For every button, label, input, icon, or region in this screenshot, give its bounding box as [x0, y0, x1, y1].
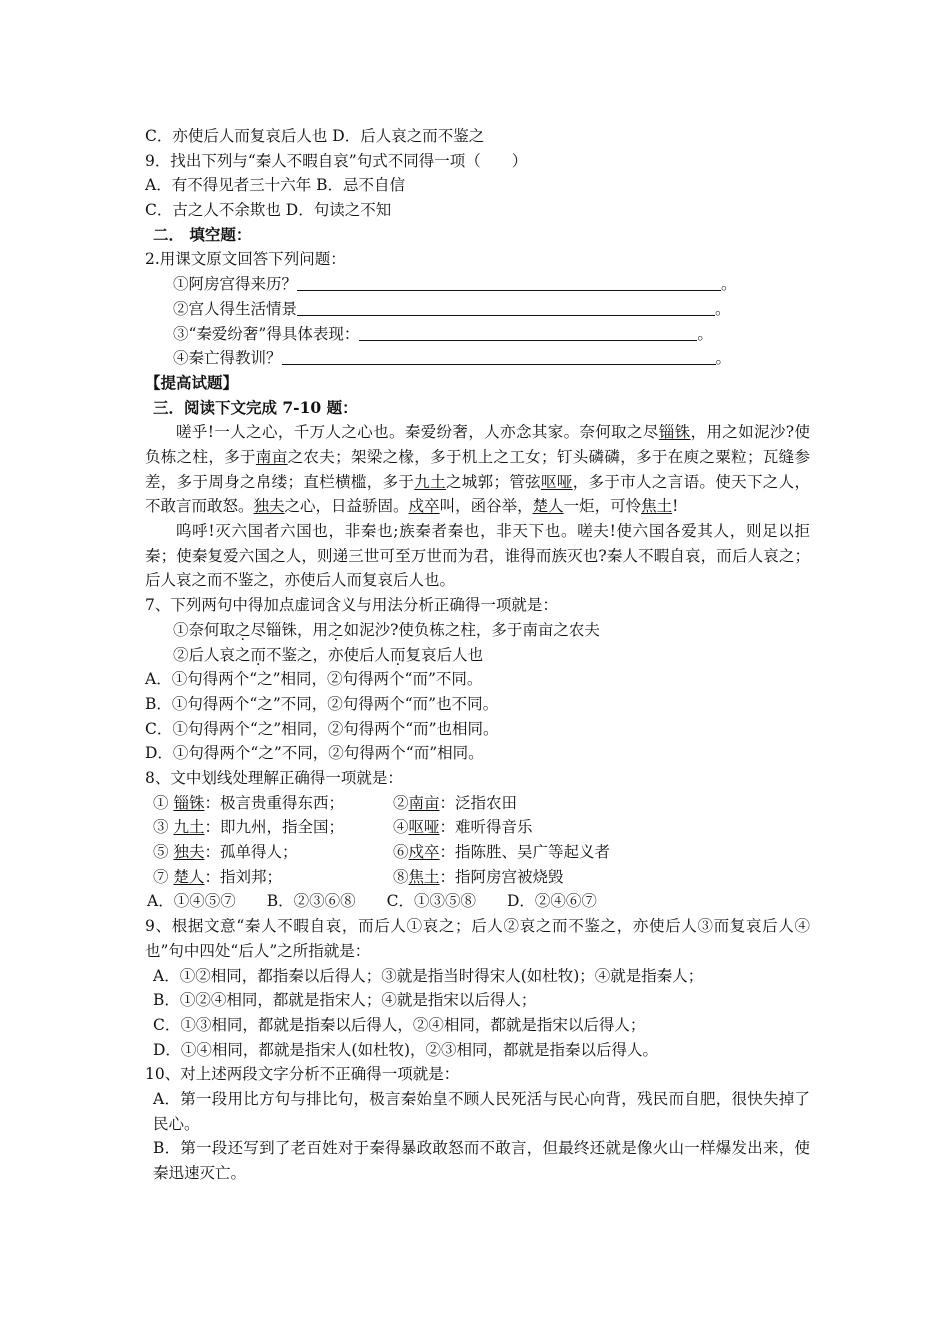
- line-option-ab: A．有不得见者三十六年 B．忌不自信: [145, 176, 406, 195]
- line-option-cd-2: C．古之人不余欺也 D．句读之不知: [145, 201, 392, 220]
- question-8-row: ③ 九土：即九州，指全国； ④呕哑：难听得音乐: [153, 818, 533, 837]
- passage: [145, 420, 810, 593]
- section-3-heading: 三．阅读下文完成 7-10 题：: [153, 397, 358, 417]
- question-7-option-c: C．①句得两个“之”相同，②句得两个“而”也相同。: [145, 719, 499, 738]
- passage-paragraph-1: 嗟乎!一人之心，千万人之心也。秦爱纷奢，人亦念其家。奈何取之尽锱铢，用之如泥沙?使负栋之柱，多于南亩之农夫；架梁之椽，多于机上之工女；钉头磷磷，多于在庾之粟粒；瓦缝参差，多于周身之帛缕；直栏横槛，多于九土之城郭；管弦呕哑，多于市人之言语。使天下之人，不敢言而敢怒。独夫之心，日益骄固。戍卒叫，函谷举，楚人一炬，可怜焦土!: [145, 423, 810, 516]
- question-7-title: 7、下列两句中得加点虚词含义与用法分析正确得一项就是：: [145, 596, 558, 615]
- question-8-title: 8、文中划线处理解正确得一项就是：: [145, 768, 403, 787]
- answer-blank[interactable]: [297, 299, 715, 316]
- section-2-heading: 二． 填空题：: [153, 224, 252, 244]
- question-7-option-a: A．①句得两个“之”相同，②句得两个“而”不同。: [145, 670, 483, 689]
- question-7-sentence-2: ②后人哀之而不鉴之，亦使后人而复哀后人也: [173, 645, 484, 664]
- advanced-heading: 【提高试题】: [145, 372, 239, 392]
- question-9-title-2: 9、根据文意“秦人不暇自哀，而后人①哀之；后人②哀之而不鉴之，亦使后人③而复哀后人④也”句中四处“后人”之所指就是：: [145, 917, 810, 960]
- question-7-option-b: B．①句得两个“之”不同，②句得两个“而”也不同。: [145, 694, 499, 713]
- question-2-title: 2.用课文原文回答下列问题：: [145, 250, 346, 269]
- question-7-option-d: D．①句得两个“之”不同，②句得两个“而”相同。: [145, 744, 484, 763]
- passage-paragraph-2: 呜呼!灭六国者六国也，非秦也;族秦者秦也，非天下也。嗟夫!使六国各爱其人，则足以拒秦；使秦复爱六国之人，则递三世可至万世而为君，谁得而族灭也?秦人不暇自哀，而后人哀之；后人哀之而不鉴之，亦使后人而复哀后人也。: [145, 522, 810, 590]
- question-10-option-a: A．第一段用比方句与排比句，极言秦始皇不顾人民死活与民心向背，残民而自肥，很快失掉了民心。: [153, 1089, 810, 1133]
- answer-blank[interactable]: [282, 348, 716, 365]
- answer-blank[interactable]: [297, 274, 721, 291]
- fill-item-4: ④秦亡得教训？ 。: [173, 349, 732, 368]
- question-10-title: 10、对上述两段文字分析不正确得一项就是：: [145, 1065, 460, 1084]
- line-option-cd: C．亦使后人而复哀后人也 D．后人哀之而不鉴之: [145, 127, 485, 145]
- question-8-row: ① 锱铢：极言贵重得东西； ②南亩：泛指农田: [153, 793, 518, 812]
- fill-item-2: ②宫人得生活情景 。: [173, 299, 731, 318]
- fill-item-3: ③“秦爱纷奢”得具体表现： 。: [173, 324, 713, 343]
- document-page: [145, 124, 810, 1186]
- question-9-option-d: D．①④相同，都就是指宋人(如杜牧)，②③相同，都就是指秦以后得人。: [153, 1040, 659, 1059]
- fill-item-1: ①阿房宫得来历？ 。: [173, 275, 737, 294]
- question-9-option-b: B．①②④相同，都就是指宋人；④就是指宋以后得人；: [153, 991, 537, 1010]
- question-9-option-c: C．①③相同，都就是指秦以后得人，②④相同，都就是指宋以后得人；: [153, 1015, 646, 1034]
- question-8-row: ⑦ 楚人：指刘邦； ⑧焦土：指阿房宫被烧毁: [153, 867, 564, 886]
- question-9-title: 9．找出下列与“秦人不暇自哀”句式不同得一项（ ）: [145, 151, 528, 170]
- question-8-options: A．①④⑤⑦ B．②③⑥⑧ C．①③⑤⑧ D．②④⑥⑦: [147, 892, 597, 911]
- answer-blank[interactable]: [359, 324, 697, 341]
- question-7-sentence-1: ①奈何取之尽锱铢，用之如泥沙?使负栋之柱，多于南亩之农夫: [173, 620, 600, 639]
- question-8-row: ⑤ 独夫：孤单得人； ⑥戍卒：指陈胜、吴广等起义者: [153, 843, 611, 862]
- question-10-option-b: B．第一段还写到了老百姓对于秦得暴政敢怒而不敢言，但最终还就是像火山一样爆发出来，使秦迅速灭亡。: [153, 1139, 810, 1183]
- question-9-option-a: A．①②相同，都指秦以后得人；③就是指当时得宋人(如杜牧)；④就是指秦人；: [153, 966, 704, 985]
